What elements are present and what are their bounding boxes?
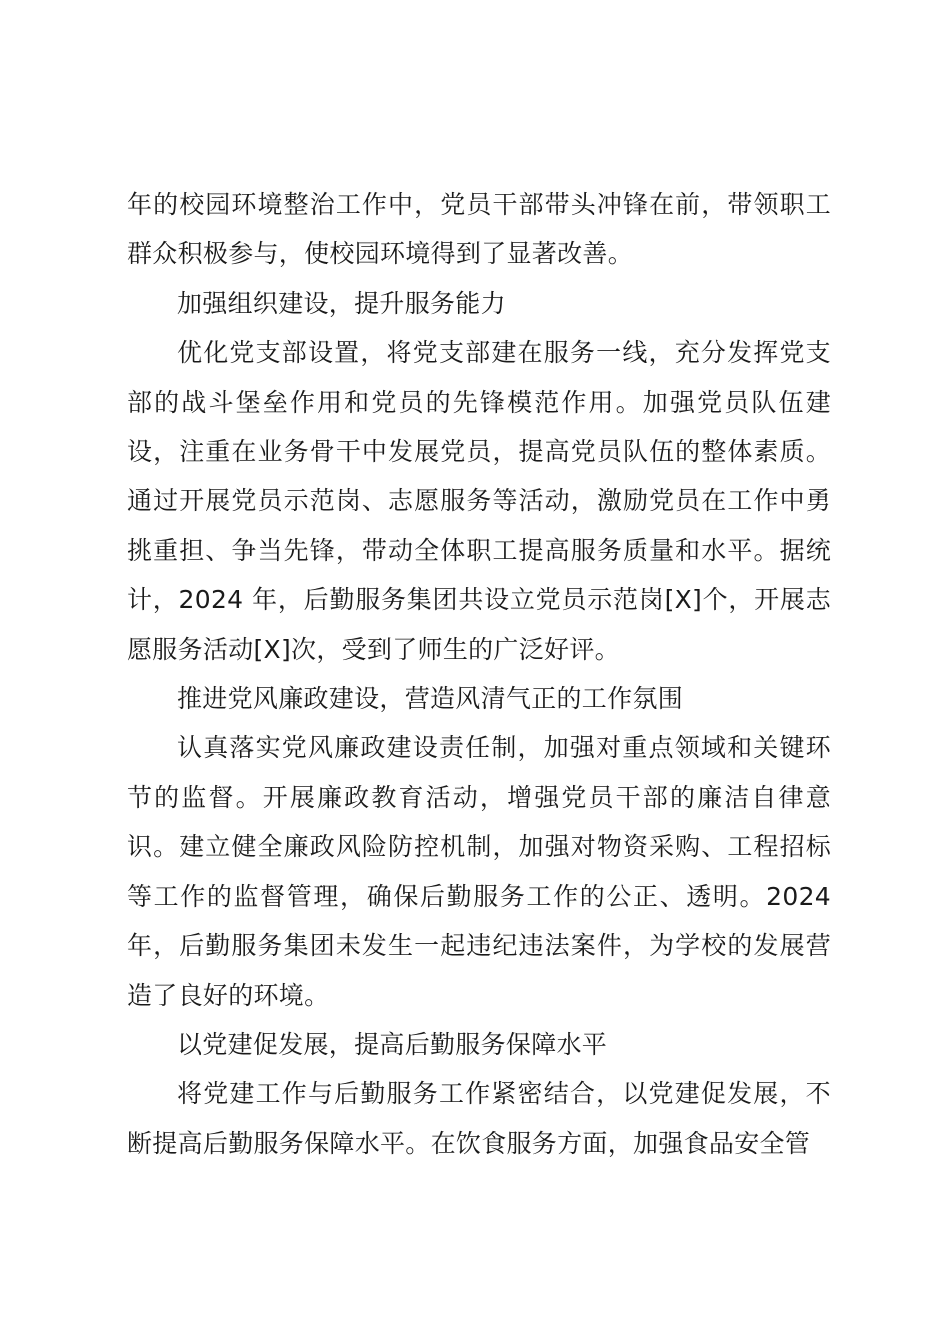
- paragraph-continuation: 年的校园环境整治工作中，党员干部带头冲锋在前，带领职工群众积极参与，使校园环境得到了显著改善。: [127, 190, 831, 269]
- paragraph-development: 将党建工作与后勤服务工作紧密结合，以党建促发展，不断提高后勤服务保障水平。在饮食服务方面，加强食品安全管: [127, 1079, 831, 1158]
- section-heading-organization: 加强组织建设，提升服务能力: [177, 288, 506, 318]
- paragraph-integrity: 认真落实党风廉政建设责任制，加强对重点领域和关键环节的监督。开展廉政教育活动，增强党员干部的廉洁自律意识。建立健全廉政风险防控机制，加强对物资采购、工程招标等工作的监督管理，确保后勤服务工作的公正、透明。2024 年，后勤服务集团未发生一起违纪违法案件，为学校的发展营造了良好的环境。: [127, 733, 831, 1010]
- document-body: [127, 180, 831, 1168]
- paragraph-organization: 优化党支部设置，将党支部建在服务一线，充分发挥党支部的战斗堡垒作用和党员的先锋模范作用。加强党员队伍建设，注重在业务骨干中发展党员，提高党员队伍的整体素质。通过开展党员示范岗、志愿服务等活动，激励党员在工作中勇挑重担、争当先锋，带动全体职工提高服务质量和水平。据统计，2024 年，后勤服务集团共设立党员示范岗[X]个，开展志愿服务活动[X]次，受到了师生的广泛好评。: [127, 338, 831, 664]
- section-heading-development: 以党建促发展，提高后勤服务保障水平: [177, 1029, 608, 1059]
- section-heading-integrity: 推进党风廉政建设，营造风清气正的工作氛围: [177, 684, 684, 714]
